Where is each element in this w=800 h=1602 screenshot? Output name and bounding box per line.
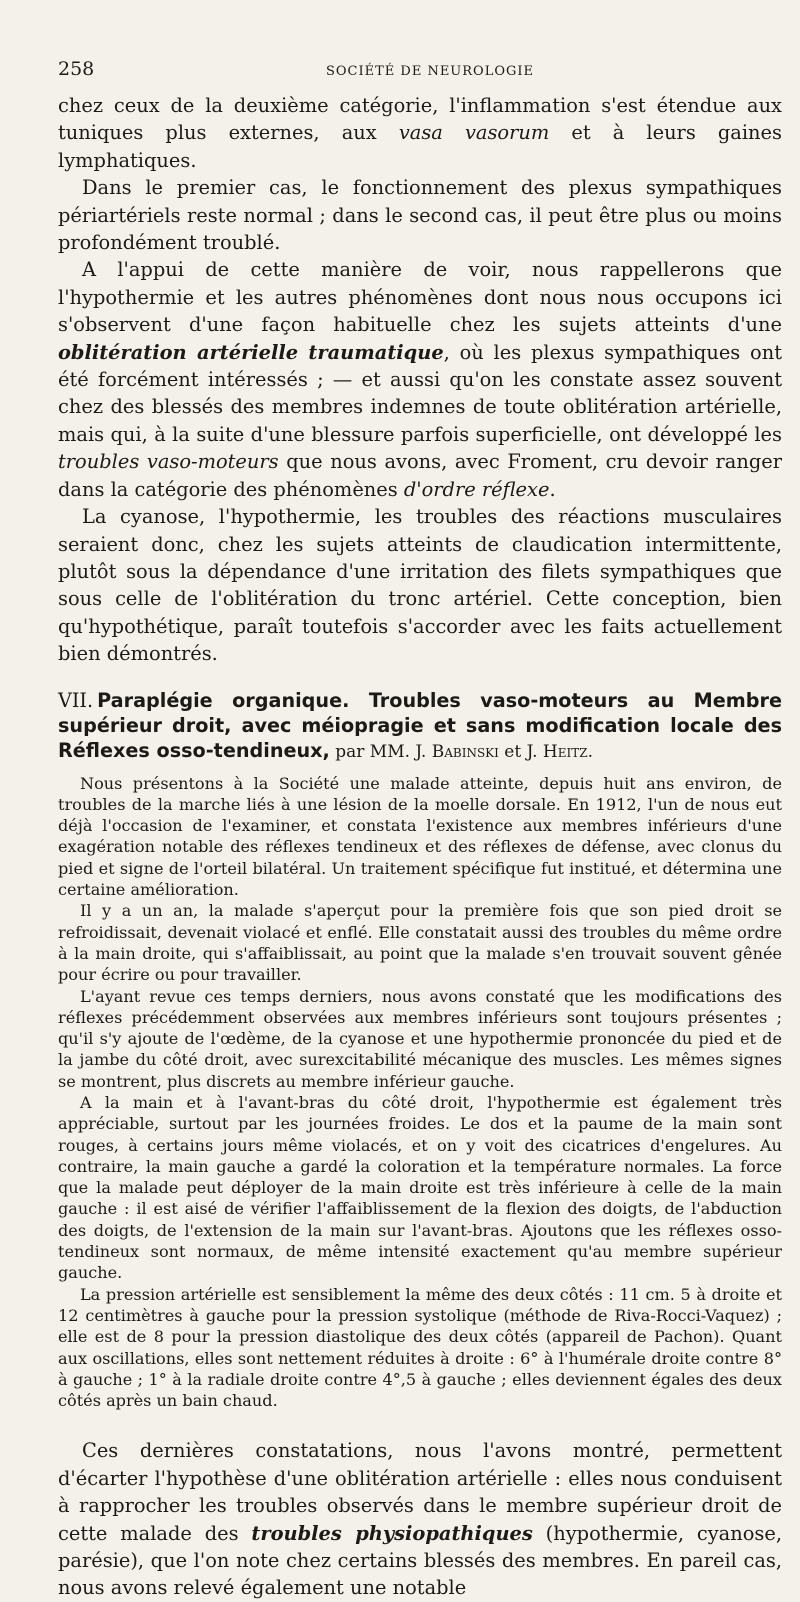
author-name: J. Babinski (415, 741, 499, 762)
paragraph: Ces dernières constatations, nous l'avons montré, permettent d'écarter l'hypothèse d'une oblitération artérielle : elles nous conduisent à rapprocher les troubles observés dans le membre supérieur droit de cette malade des troubles physiopathiques (hypothermie, cyanose, parésie), que l'on note chez certains blessés des membres. En pareil cas, nous avons relevé également une notable (58, 1439, 782, 1600)
running-head: SOCIÉTÉ DE NEUROLOGIE (325, 64, 535, 79)
section-heading (58, 688, 782, 765)
conclusion-text (58, 1437, 782, 1601)
page-header (58, 58, 782, 92)
paragraph: Il y a un an, la malade s'aperçut pour la première fois que son pied droit se refroidissait, devenait violacé et enflé. Elle constatait aussi des troubles du même ordre à la main droite, qui s'affaiblissait, au point que la malade s'en trouvait souvent gênée pour écrire ou pour travailler. (58, 901, 782, 985)
paragraph: La pression artérielle est sensiblement la même des deux côtés : 11 cm. 5 à droite et 12 centimètres à gauche pour la pression systolique (méthode de Riva-Rocci-Vaquez) ; elle est de 8 pour la pression diastolique des deux côtés (appareil de Pachon). Quant aux oscillations, elles sont nettement réduites à droite : 6° à l'humérale droite contre 8° à gauche ; 1° à la radiale droite contre 4°,5 à gauche ; elles deviennent égales des deux côtés après un bain chaud. (58, 1284, 782, 1411)
author-name: J. Heitz (526, 741, 588, 762)
page-number: 258 (58, 58, 95, 80)
case-report (58, 773, 782, 1412)
paragraph: chez ceux de la deuxième catégorie, l'inflammation s'est étendue aux tuniques plus externes, aux vasa vasorum et à leurs gaines lymphatiques. (58, 94, 782, 172)
paragraph: A l'appui de cette manière de voir, nous rappellerons que l'hypothermie et les autres phénomènes dont nous nous occupons ici s'observent d'une façon habituelle chez les sujets atteints d'une oblitération artérielle traumatique, où les plexus sympathiques ont été forcément intéressés ; — et aussi qu'on les constate assez souvent chez des blessés des membres indemnes de toute oblitération artérielle, mais qui, à la suite d'une blessure parfois superficielle, ont développé les troubles vaso-moteurs que nous avons, avec Froment, cru devoir ranger dans la catégorie des phénomènes d'ordre réflexe. (58, 258, 782, 501)
paragraph: La cyanose, l'hypothermie, les troubles des réactions musculaires seraient donc, chez les sujets atteints de claudication intermittente, plutôt sous la dépendance d'une irritation des filets sympathiques que sous celle de l'oblitération du tronc artériel. Cette conception, bien qu'hypothétique, paraît toutefois s'accorder avec les faits actuellement bien démontrés. (58, 505, 782, 666)
paragraph: Nous présentons à la Société une malade atteinte, depuis huit ans environ, de troubles de la marche liés à une lésion de la moelle dorsale. En 1912, l'un de nous eut déjà l'occasion de l'examiner, et constata l'existence aux membres inférieurs d'une exagération notable des réflexes tendineux et des réflexes de défense, avec clonus du pied et signe de l'orteil bilatéral. Un traitement spécifique fut institué, et détermina une certaine amélioration. (58, 773, 782, 900)
intro-text (58, 92, 782, 668)
paragraph: A la main et à l'avant-bras du côté droit, l'hypothermie est également très appréciable, surtout par les journées froides. Le dos et la paume de la main sont rouges, à certains jours même violacés, et on y voit des cicatrices d'engelures. Au contraire, la main gauche a gardé la coloration et la température normales. La force que la malade peut déployer de la main droite est très inférieure à celle de la main gauche : il est aisé de vérifier l'affaiblissement de la flexion des doigts, de l'abduction des doigts, de l'extension de la main sur l'avant-bras. Ajoutons que les réflexes osso-tendineux sont normaux, de même intensité exactement qu'au membre supérieur gauche. (58, 1092, 782, 1283)
section-title: VII. Paraplégie organique. Troubles vaso-moteurs au Membre supérieur droit, avec méiopragie et sans modification locale des Réflexes osso-tendineux, par MM. J. Babinski et J. Heitz. (58, 688, 782, 762)
paragraph: L'ayant revue ces temps derniers, nous avons constaté que les modifications des réflexes précédemment observées aux membres inférieurs sont toujours présentes ; qu'il s'y ajoute de l'œdème, de la cyanose et une hypothermie prononcée du pied et de la jambe du côté droit, avec surexcitabilité mécanique des muscles. Les mêmes signes se montrent, plus discrets au membre inférieur gauche. (58, 986, 782, 1091)
paragraph: Dans le premier cas, le fonctionnement des plexus sympathiques périartériels reste normal ; dans le second cas, il peut être plus ou moins profondément troublé. (58, 176, 782, 255)
